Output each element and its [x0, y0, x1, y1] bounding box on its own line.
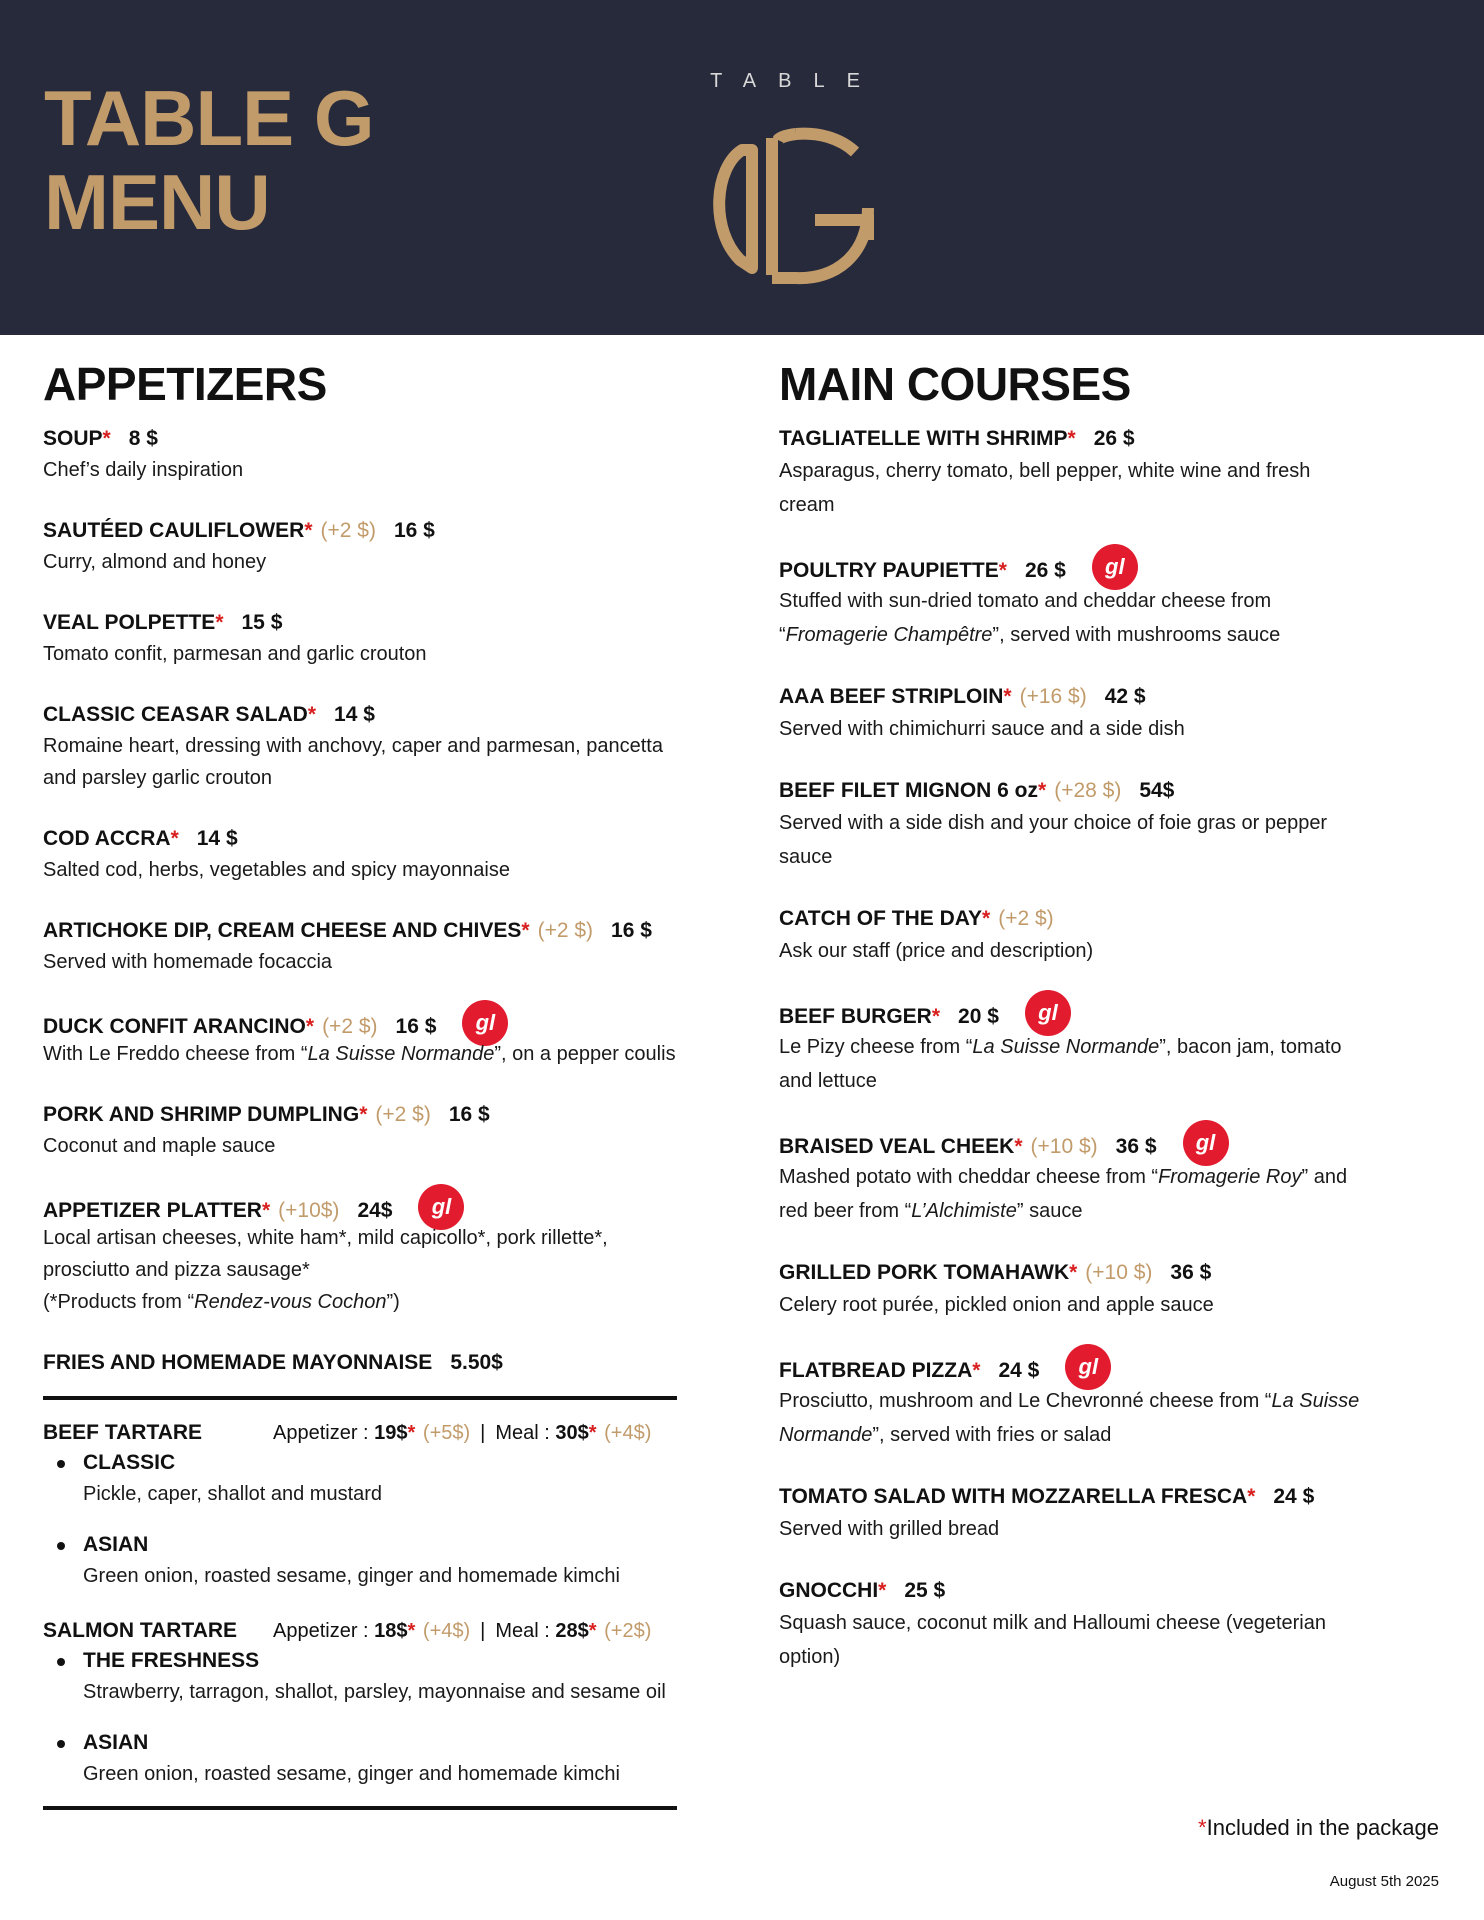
item-description-line1: Ask our staff (price and description) — [779, 940, 1094, 962]
item-price: 16 $ — [611, 919, 652, 942]
item-price: 54$ — [1139, 779, 1175, 802]
item-name: CLASSIC CEASAR SALAD — [43, 703, 308, 726]
item-name: APPETIZER PLATTER — [43, 1199, 262, 1222]
item-description-line1: Celery root purée, pickled onion and apple sauce — [779, 1294, 1214, 1316]
package-star: * — [972, 1359, 981, 1382]
option-name: ASIAN — [83, 1731, 149, 1754]
package-star: * — [1247, 1485, 1256, 1508]
item-description-line1: Stuffed with sun-dried tomato and cheddar cheese from — [779, 590, 1272, 612]
menu-date: August 5th 2025 — [1329, 1873, 1439, 1890]
package-star: * — [1198, 1815, 1207, 1840]
package-star: * — [521, 919, 530, 942]
item-price: 26 $ — [1093, 427, 1135, 450]
item-price: 14 $ — [196, 827, 238, 850]
menu-item-soup — [43, 424, 683, 486]
item-description-line2: Normande”, served with fries or salad — [779, 1424, 1112, 1446]
main-courses-heading: MAIN COURSES — [779, 358, 1131, 410]
item-name: CATCH OF THE DAY — [779, 907, 983, 930]
item-name: BEEF BURGER — [779, 1005, 932, 1028]
option-description: Green onion, roasted sesame, ginger and homemade kimchi — [83, 1565, 620, 1587]
item-surcharge: (+16 $) — [1019, 685, 1087, 708]
menu-item-appetizer-platter — [43, 1192, 683, 1318]
item-price: 16 $ — [393, 519, 435, 542]
item-surcharge: (+2 $) — [320, 519, 376, 542]
item-description-line1: Served with grilled bread — [779, 1518, 1000, 1540]
menu-item-poultry-paupiette — [779, 552, 1459, 652]
menu-item-arancino — [43, 1008, 683, 1070]
item-description-line2: sauce — [779, 846, 833, 868]
item-name: TOMATO SALAD WITH MOZZARELLA FRESCA — [779, 1485, 1248, 1508]
item-name: SALMON TARTARE — [43, 1619, 238, 1642]
item-description-line2: and lettuce — [779, 1070, 877, 1092]
tartare-option-asian — [43, 1530, 683, 1592]
local-product-badge-icon: gl — [462, 1000, 508, 1046]
menu-item-beef-tartare — [43, 1418, 683, 1592]
menu-item-filet-mignon — [779, 776, 1459, 874]
package-star: * — [1038, 779, 1047, 802]
menu-item-salmon-tartare — [43, 1616, 683, 1790]
menu-item-ceasar-salad — [43, 700, 683, 794]
item-name: COD ACCRA — [43, 827, 171, 850]
option-description: Green onion, roasted sesame, ginger and homemade kimchi — [83, 1763, 620, 1785]
item-description-line3: (*Products from “Rendez-vous Cochon”) — [43, 1291, 400, 1313]
menu-item-beef-burger — [779, 998, 1459, 1098]
option-name: ASIAN — [83, 1533, 149, 1556]
item-surcharge: (+2 $) — [322, 1015, 378, 1038]
menu-item-beef-striploin — [779, 682, 1459, 746]
item-name: ARTICHOKE DIP, CREAM CHEESE AND CHIVES — [43, 919, 522, 942]
local-product-badge-icon: gl — [1065, 1344, 1111, 1390]
item-surcharge: (+10 $) — [1085, 1261, 1153, 1284]
restaurant-logo — [690, 60, 890, 290]
item-price: 24 $ — [998, 1359, 1040, 1382]
package-star: * — [1014, 1135, 1023, 1158]
footnote-text: Included in the package — [1206, 1815, 1439, 1840]
tartare-option-asian — [43, 1728, 683, 1790]
item-description-line1: Squash sauce, coconut milk and Halloumi cheese (vegeterian — [779, 1612, 1326, 1634]
item-description-line2: cream — [779, 494, 835, 516]
menu-item-artichoke-dip — [43, 916, 683, 978]
item-price: 42 $ — [1104, 685, 1146, 708]
item-description: Coconut and maple sauce — [43, 1135, 276, 1157]
package-star: * — [307, 703, 317, 726]
appetizers-heading: APPETIZERS — [43, 358, 327, 410]
option-description: Pickle, caper, shallot and mustard — [83, 1483, 383, 1505]
item-price: 14 $ — [334, 703, 375, 726]
package-star: * — [170, 827, 179, 850]
item-name: VEAL POLPETTE — [43, 611, 216, 634]
local-product-badge-icon: gl — [1092, 544, 1138, 590]
item-surcharge: (+10 $) — [1030, 1135, 1098, 1158]
menu-item-pork-tomahawk — [779, 1258, 1459, 1322]
package-star: * — [931, 1005, 941, 1028]
item-price: 36 $ — [1115, 1135, 1157, 1158]
item-price: 25 $ — [904, 1579, 946, 1602]
item-name: BEEF FILET MIGNON 6 oz — [779, 779, 1039, 802]
package-star: * — [359, 1103, 368, 1126]
tartare-option-freshness — [43, 1646, 683, 1708]
menu-item-braised-veal-cheek — [779, 1128, 1459, 1228]
item-name: AAA BEEF STRIPLOIN — [779, 685, 1004, 708]
package-star: * — [982, 907, 991, 930]
item-name: FRIES AND HOMEMADE MAYONNAISE — [43, 1351, 433, 1374]
package-star: * — [1069, 1261, 1078, 1284]
item-name: GRILLED PORK TOMAHAWK — [779, 1261, 1070, 1284]
menu-item-cauliflower — [43, 516, 683, 578]
menu-item-dumpling — [43, 1100, 683, 1162]
menu-item-tagliatelle — [779, 424, 1459, 522]
item-description: With Le Freddo cheese from “La Suisse Normande”, on a pepper coulis — [43, 1043, 676, 1065]
option-name: THE FRESHNESS — [83, 1649, 260, 1672]
item-description: Romaine heart, dressing with anchovy, caper and parmesan, pancetta and parsley garlic crouton — [43, 735, 663, 789]
item-price: 20 $ — [958, 1005, 999, 1028]
package-star: * — [304, 519, 313, 542]
menu-item-cod-accra — [43, 824, 683, 886]
item-price: 5.50$ — [450, 1351, 503, 1374]
local-product-badge-icon: gl — [418, 1184, 464, 1230]
item-price: 16 $ — [448, 1103, 490, 1126]
item-description: Salted cod, herbs, vegetables and spicy mayonnaise — [43, 859, 510, 881]
main-courses-column — [779, 358, 1459, 1674]
item-name: SOUP — [43, 427, 103, 450]
item-surcharge: (+10$) — [278, 1199, 340, 1222]
item-surcharge: (+2 $) — [998, 907, 1054, 930]
package-star: * — [305, 1015, 315, 1038]
logo-dg-monogram-icon — [700, 110, 880, 290]
header-banner — [0, 0, 1484, 335]
package-star: * — [998, 559, 1007, 582]
item-description-line1: Served with a side dish and your choice of foie gras or pepper — [779, 812, 1328, 834]
item-description-line2: red beer from “L’Alchimiste” sauce — [779, 1200, 1083, 1222]
menu-item-polpette — [43, 608, 683, 670]
menu-item-flatbread-pizza — [779, 1352, 1459, 1452]
tartare-option-classic — [43, 1448, 683, 1510]
item-price: 24$ — [357, 1199, 393, 1222]
item-name: DUCK CONFIT ARANCINO — [43, 1015, 306, 1038]
item-description-line1: Local artisan cheeses, white ham*, mild capicollo*, pork rillette*, — [43, 1227, 608, 1249]
item-price: 16 $ — [395, 1015, 437, 1038]
local-product-badge-icon: gl — [1183, 1120, 1229, 1166]
option-name: CLASSIC — [83, 1451, 176, 1474]
item-name: POULTRY PAUPIETTE — [779, 559, 999, 582]
item-description: Curry, almond and honey — [43, 551, 267, 573]
item-description-line2: prosciutto and pizza sausage* — [43, 1259, 310, 1281]
item-description: Chef’s daily inspiration — [43, 459, 244, 481]
item-description-line2: “Fromagerie Champêtre”, served with mushrooms sauce — [779, 624, 1281, 646]
menu-item-fries — [43, 1348, 683, 1378]
item-price: 36 $ — [1170, 1261, 1212, 1284]
item-description-line2: option) — [779, 1646, 841, 1668]
item-name: BRAISED VEAL CHEEK — [779, 1135, 1015, 1158]
item-name: BEEF TARTARE — [43, 1421, 203, 1444]
package-star: * — [215, 611, 224, 634]
tartare-prices: Appetizer : 19$* (+5$) | Meal : 30$* (+4$) — [273, 1422, 652, 1444]
item-description: Served with homemade focaccia — [43, 951, 333, 973]
tartare-prices: Appetizer : 18$* (+4$) | Meal : 28$* (+2$) — [273, 1620, 652, 1642]
item-name: GNOCCHI — [779, 1579, 879, 1602]
item-surcharge: (+28 $) — [1054, 779, 1122, 802]
menu-title-line1: TABLE G — [44, 74, 374, 162]
menu-item-tomato-salad — [779, 1482, 1459, 1546]
item-description-line1: Served with chimichurri sauce and a side dish — [779, 718, 1185, 740]
item-price: 15 $ — [241, 611, 283, 634]
package-footnote — [1198, 1815, 1439, 1841]
item-name: FLATBREAD PIZZA — [779, 1359, 973, 1382]
item-price: 26 $ — [1024, 559, 1066, 582]
item-surcharge: (+2 $) — [375, 1103, 431, 1126]
menu-item-catch-of-the-day — [779, 904, 1459, 968]
item-price: 24 $ — [1273, 1485, 1315, 1508]
package-star: * — [1067, 427, 1076, 450]
item-price: 8 $ — [128, 427, 158, 450]
menu-item-gnocchi — [779, 1576, 1459, 1674]
menu-title-line2: MENU — [44, 158, 270, 246]
item-name: PORK AND SHRIMP DUMPLING — [43, 1103, 360, 1126]
package-star: * — [1003, 685, 1012, 708]
divider — [43, 1806, 677, 1810]
item-surcharge: (+2 $) — [537, 919, 594, 942]
divider — [43, 1396, 677, 1400]
menu-title — [44, 76, 374, 244]
item-description-line1: Asparagus, cherry tomato, bell pepper, white wine and fresh — [779, 460, 1311, 482]
option-description: Strawberry, tarragon, shallot, parsley, mayonnaise and sesame oil — [83, 1681, 666, 1703]
package-star: * — [261, 1199, 271, 1222]
item-description-line1: Prosciutto, mushroom and Le Chevronné cheese from “La Suisse — [779, 1390, 1360, 1412]
item-description-line1: Mashed potato with cheddar cheese from “Fromagerie Roy” and — [779, 1166, 1348, 1188]
package-star: * — [102, 427, 111, 450]
logo-wordmark: TABLE — [710, 70, 882, 92]
appetizers-column — [43, 358, 683, 1810]
item-description-line1: Le Pizy cheese from “La Suisse Normande”, bacon jam, tomato — [779, 1036, 1342, 1058]
package-star: * — [878, 1579, 887, 1602]
local-product-badge-icon: gl — [1025, 990, 1071, 1036]
item-name: TAGLIATELLE WITH SHRIMP — [779, 427, 1068, 450]
item-name: SAUTÉED CAULIFLOWER — [43, 519, 305, 542]
item-description: Tomato confit, parmesan and garlic crouton — [43, 643, 427, 665]
